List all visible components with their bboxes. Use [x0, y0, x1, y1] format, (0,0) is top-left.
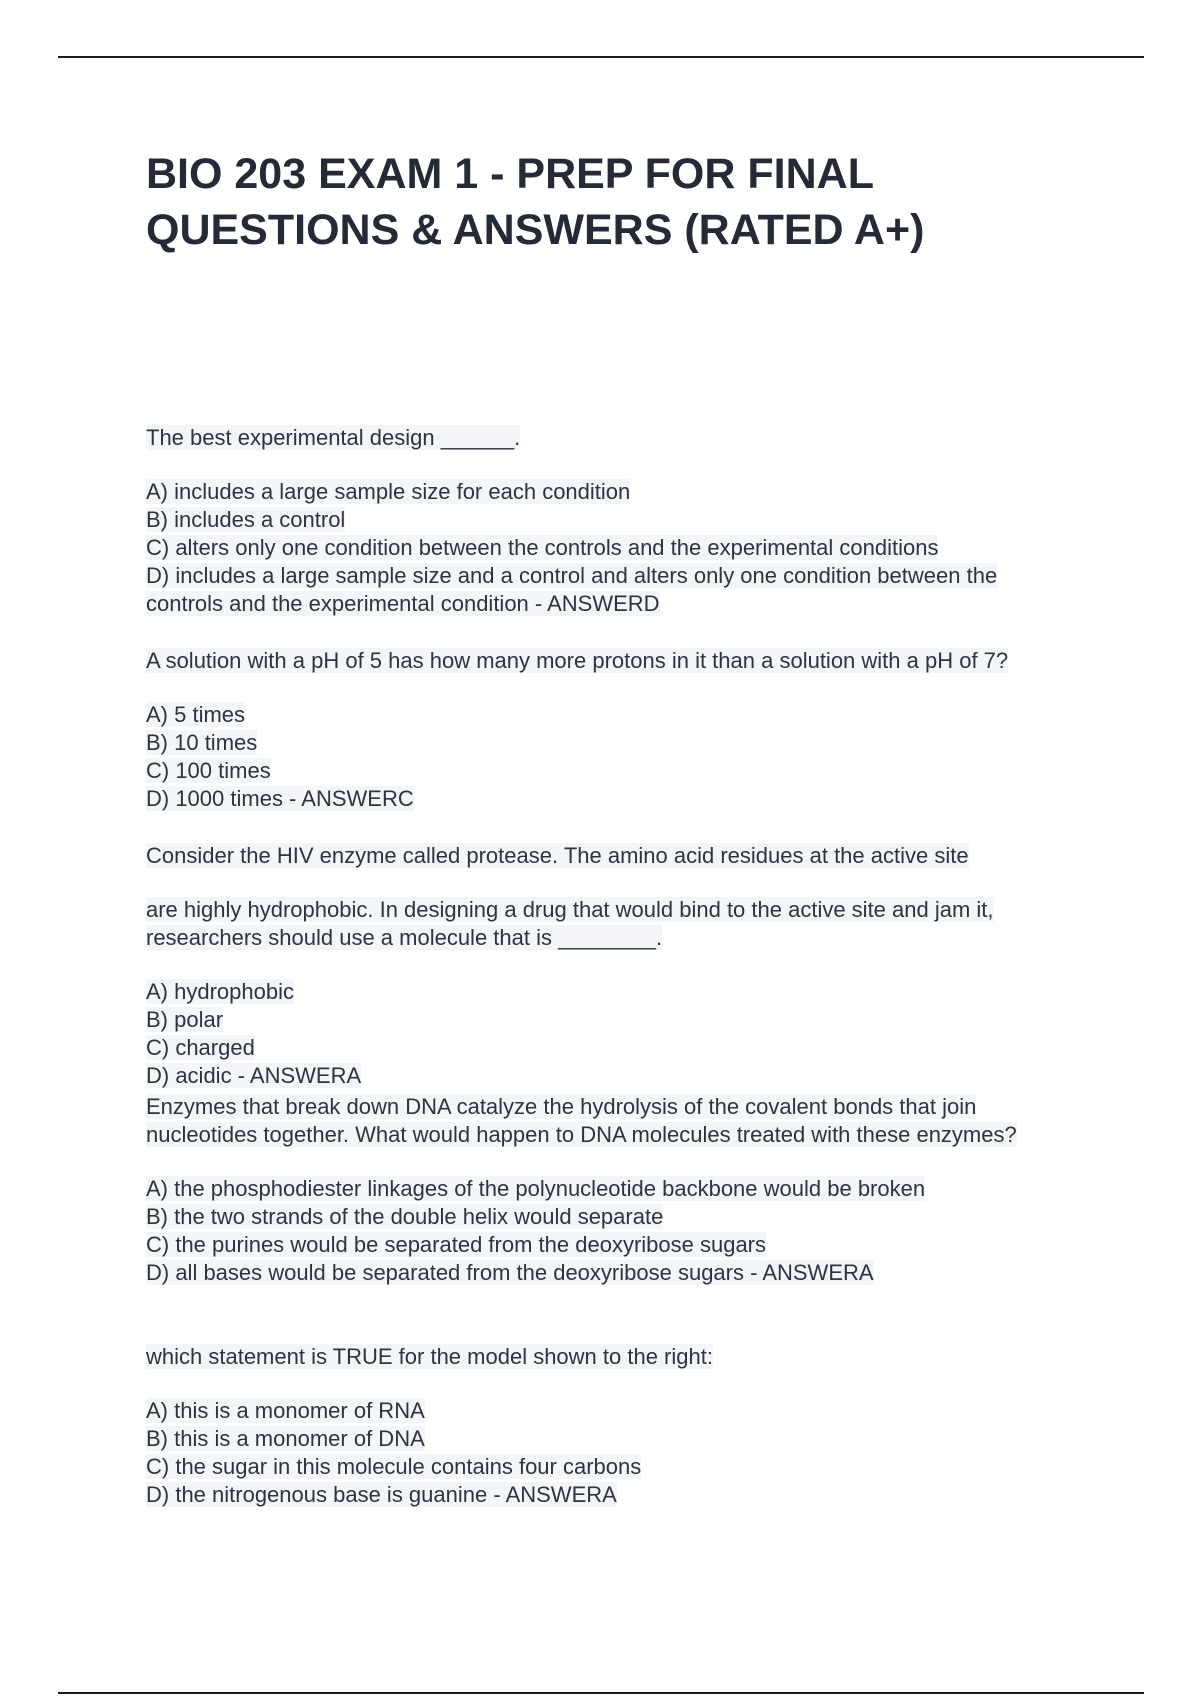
question-3-stem	[146, 842, 1056, 952]
question-2-stem	[146, 647, 1056, 675]
question-2	[146, 647, 1056, 813]
question-5-option-c: C) the sugar in this molecule contains four carbons	[146, 1454, 642, 1479]
question-4	[146, 1093, 1056, 1287]
question-4-option-c: C) the purines would be separated from the deoxyribose sugars	[146, 1232, 767, 1257]
question-1-stem	[146, 424, 1056, 452]
question-4-option-d: D) all bases would be separated from the deoxyribose sugars - ANSWERA	[146, 1260, 874, 1285]
top-rule	[58, 56, 1144, 58]
question-2-option-b: B) 10 times	[146, 730, 258, 755]
question-4-option-a: A) the phosphodiester linkages of the polynucleotide backbone would be broken	[146, 1176, 926, 1201]
question-5-option-d: D) the nitrogenous base is guanine - ANSWERA	[146, 1482, 617, 1507]
question-1-option-c: C) alters only one condition between the controls and the experimental conditions	[146, 535, 939, 560]
bottom-rule	[58, 1692, 1144, 1694]
question-3-stem-line-1: Consider the HIV enzyme called protease. The amino acid residues at the active site	[146, 843, 969, 868]
question-4-stem-text: Enzymes that break down DNA catalyze the hydrolysis of the covalent bonds that join nucleotides together. What would happen to DNA molecules treated with these enzymes?	[146, 1094, 1017, 1147]
question-2-option-c: C) 100 times	[146, 758, 271, 783]
document-title: BIO 203 EXAM 1 - PREP FOR FINAL QUESTIONS & ANSWERS (RATED A+)	[146, 150, 925, 254]
question-5-option-b: B) this is a monomer of DNA	[146, 1426, 425, 1451]
question-3-option-b: B) polar	[146, 1007, 224, 1032]
question-3-option-c: C) charged	[146, 1035, 255, 1060]
question-5-option-a: A) this is a monomer of RNA	[146, 1398, 425, 1423]
question-3-option-a: A) hydrophobic	[146, 979, 294, 1004]
question-5-stem-text: which statement is TRUE for the model shown to the right:	[146, 1344, 713, 1369]
question-5-stem	[146, 1343, 1056, 1371]
question-2-options	[146, 701, 1056, 813]
question-3-stem-line-2: are highly hydrophobic. In designing a drug that would bind to the active site and jam it, researchers should use a molecule that is ________.	[146, 897, 994, 950]
question-1	[146, 424, 1056, 618]
question-1-options	[146, 478, 1056, 618]
question-3-option-d: D) acidic - ANSWERA	[146, 1063, 362, 1088]
question-2-stem-text: A solution with a pH of 5 has how many more protons in it than a solution with a pH of 7?	[146, 648, 1009, 673]
question-4-option-b: B) the two strands of the double helix would separate	[146, 1204, 664, 1229]
question-1-stem-text: The best experimental design ______.	[146, 425, 521, 450]
question-3-stem-gap	[146, 870, 1056, 896]
question-5	[146, 1343, 1056, 1509]
question-4-options	[146, 1175, 1056, 1287]
question-2-option-d: D) 1000 times - ANSWERC	[146, 786, 414, 811]
question-5-options	[146, 1397, 1056, 1509]
question-3	[146, 842, 1056, 1090]
question-1-option-d: D) includes a large sample size and a control and alters only one condition between the controls and the experimental condition - ANSWERD	[146, 563, 998, 616]
question-4-stem	[146, 1093, 1056, 1149]
question-1-option-b: B) includes a control	[146, 507, 346, 532]
question-3-options	[146, 978, 1056, 1090]
question-2-option-a: A) 5 times	[146, 702, 246, 727]
question-1-option-a: A) includes a large sample size for each condition	[146, 479, 631, 504]
